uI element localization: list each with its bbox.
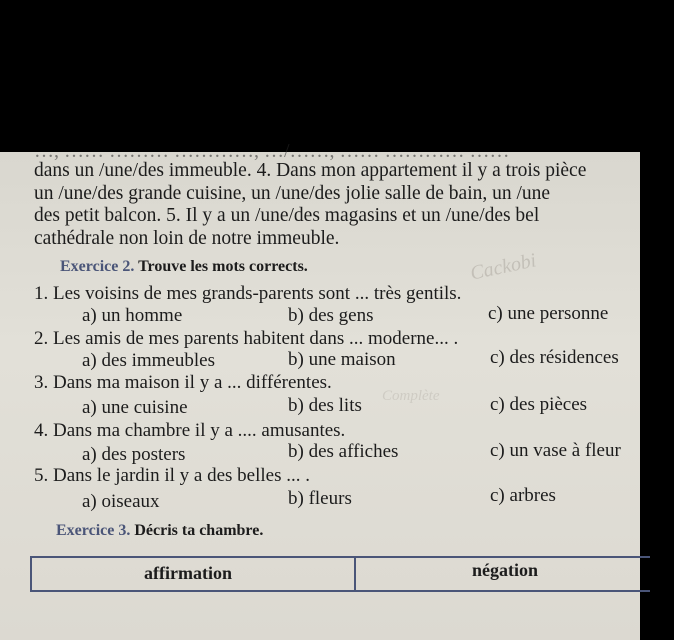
option-b: b) une maison xyxy=(288,349,396,370)
table-header-affirmation: affirmation xyxy=(144,563,232,583)
exercise3-label: Exercice 3. xyxy=(56,522,131,539)
ghost-handwriting: Complète xyxy=(382,388,440,404)
exercise2-instruction: Trouve les mots corrects. xyxy=(138,258,308,275)
textbook-page xyxy=(0,140,640,640)
option-a: a) une cuisine xyxy=(82,397,188,418)
exercise3-heading xyxy=(56,522,263,540)
exercise2-label: Exercice 2. xyxy=(60,258,135,275)
option-a: a) des immeubles xyxy=(82,350,215,371)
option-a: a) oiseaux xyxy=(82,491,160,512)
exercise2-heading xyxy=(60,258,308,276)
table-divider xyxy=(354,558,356,592)
option-b: b) fleurs xyxy=(288,488,352,509)
option-b: b) des affiches xyxy=(288,441,399,462)
question-text: 3. Dans ma maison il y a ... différentes. xyxy=(34,372,332,393)
question-text: 5. Dans le jardin il y a des belles ... . xyxy=(34,465,310,486)
question-text: 2. Les amis de mes parents habitent dans ... moderne... . xyxy=(34,328,459,349)
table-header-negation: négation xyxy=(472,560,539,580)
option-c: c) un vase à fleur xyxy=(490,440,621,461)
exercise1-paragraph xyxy=(34,160,674,250)
paragraph-line: dans un /une/des immeuble. 4. Dans mon appartement il y a trois pièce xyxy=(34,160,587,181)
option-a: a) un homme xyxy=(82,305,183,326)
answer-table xyxy=(30,556,650,592)
option-c: c) des pièces xyxy=(490,394,588,415)
paragraph-line: des petit balcon. 5. Il y a un /une/des magasins et un /une/des bel xyxy=(34,205,540,226)
question-text: 4. Dans ma chambre il y a .... amusantes. xyxy=(34,420,346,441)
exercise3-instruction: Décris ta chambre. xyxy=(134,522,264,539)
option-a: a) des posters xyxy=(82,444,186,465)
paragraph-line: un /une/des grande cuisine, un /une/des jolie salle de bain, un /une xyxy=(34,182,551,204)
option-c: c) une personne xyxy=(488,303,609,324)
paragraph-line: cathédrale non loin de notre immeuble. xyxy=(34,227,340,249)
option-c: c) des résidences xyxy=(490,347,619,368)
option-b: b) des gens xyxy=(288,305,374,326)
question-text: 1. Les voisins de mes grands-parents sont ... très gentils. xyxy=(34,283,462,304)
ghost-handwriting: Cackobi xyxy=(468,249,539,285)
option-c: c) arbres xyxy=(490,485,556,506)
option-b: b) des lits xyxy=(288,395,362,416)
cut-off-text-line: …, …… ……… …………, …/……, …… ………… …… xyxy=(34,140,510,162)
